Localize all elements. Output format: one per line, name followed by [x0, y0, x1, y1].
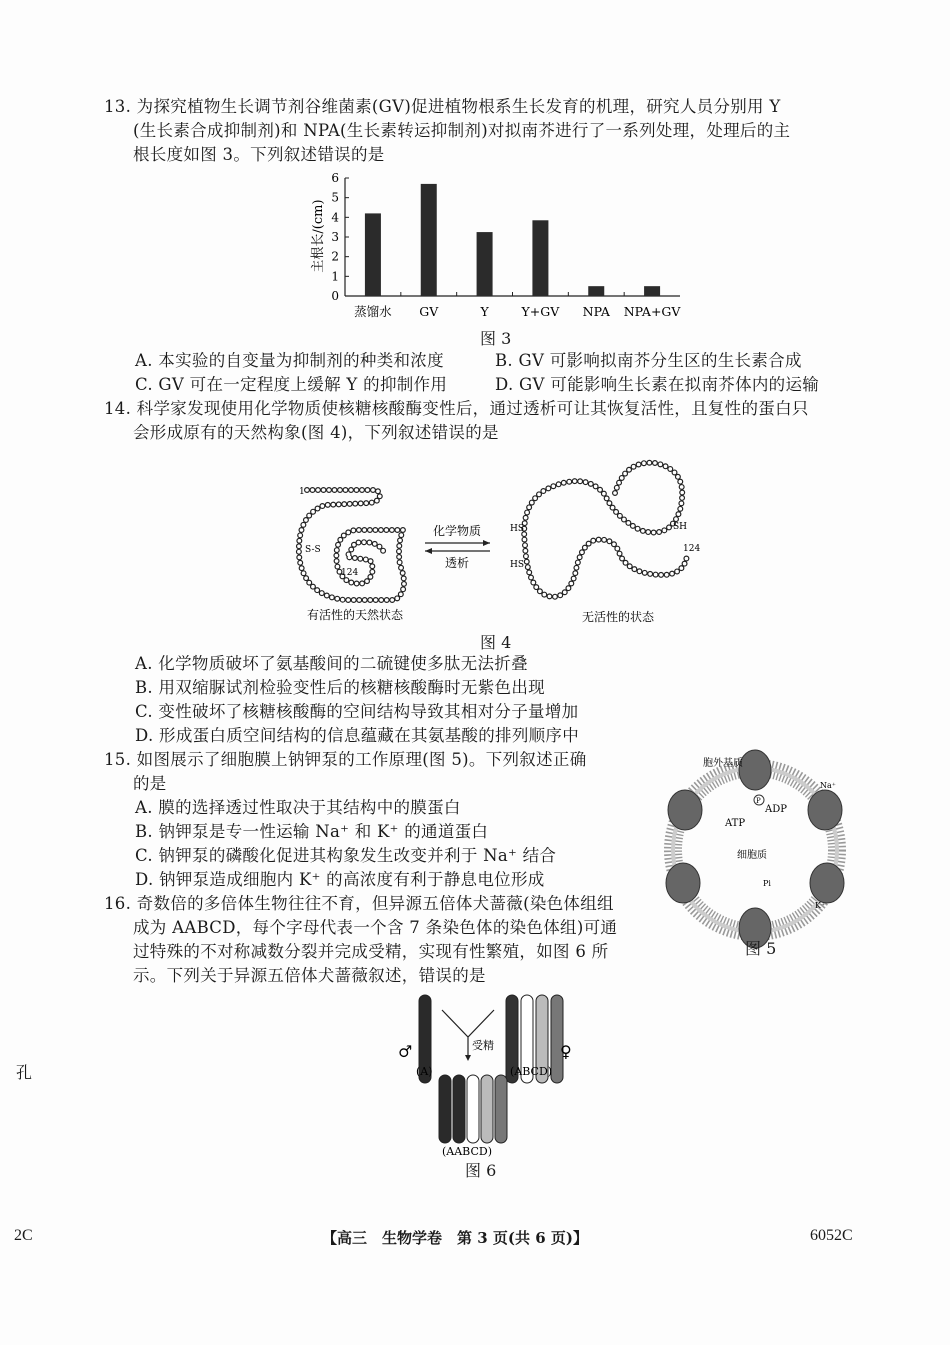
q14-stem-line-2: 会形成原有的天然构象(图 4)，下列叙述错误的是 — [133, 423, 499, 442]
male-symbol: ♂ — [398, 1042, 413, 1061]
sodium-label: Na⁺ — [820, 781, 836, 790]
x-tick-label: NPA+GV — [623, 304, 681, 319]
q15-option-a: A. 膜的选择透过性取决于其结构中的膜蛋白 — [135, 798, 461, 817]
adp-label: ADP — [765, 804, 787, 815]
q15-option-b: B. 钠钾泵是专一性运输 Na⁺ 和 K⁺ 的通道蛋白 — [135, 822, 489, 841]
figure-6-caption: 图 6 — [465, 1161, 497, 1180]
q14-option-d: D. 形成蛋白质空间结构的信息蕴藏在其氨基酸的排列顺序中 — [135, 726, 580, 745]
female-genome-label: (ABCD) — [510, 1065, 553, 1078]
x-tick-label: 蒸馏水 — [354, 304, 392, 319]
forward-arrow-label: 化学物质 — [432, 524, 482, 538]
bar-Y — [477, 232, 493, 296]
footer-left-code: 2C — [14, 1227, 33, 1244]
bar-Y+GV — [532, 220, 548, 296]
y-tick-label: 3 — [331, 230, 339, 244]
q15-stem-line-2: 的是 — [133, 774, 167, 793]
q13-option-c: C. GV 可在一定程度上缓解 Y 的抑制作用 — [135, 375, 448, 394]
native-state-label: 有活性的天然状态 — [306, 608, 404, 622]
extracellular-label: 胞外基质 — [703, 758, 743, 769]
footer-right-code: 6052C — [810, 1227, 853, 1244]
binding-margin-mark: 孔 — [16, 1063, 33, 1082]
protein-folding-diagram — [285, 455, 705, 625]
q13-stem-line-3: 根长度如图 3。下列叙述错误的是 — [133, 145, 385, 164]
fertilization-label: 受精 — [472, 1039, 494, 1052]
y-tick-label: 1 — [331, 269, 339, 284]
chart-y-axis-label: 主根长/(cm) — [311, 199, 326, 273]
q13-option-a: A. 本实验的自变量为抑制剂的种类和浓度 — [135, 351, 444, 370]
q14-stem-line-1: 14. 科学家发现使用化学物质使核糖核酸酶变性后，通过透析可让其恢复活性，且复性的蛋白只 — [104, 399, 809, 418]
thiol-label: HS — [510, 560, 525, 570]
phosphate-label: P — [756, 797, 761, 805]
x-tick-label: Y+GV — [521, 304, 560, 319]
cytoplasm-label: 细胞质 — [737, 850, 767, 861]
female-symbol: ♀ — [560, 1042, 572, 1061]
q13-stem-line-1: 13. 为探究植物生长调节剂谷维菌素(GV)促进植物根系生长发育的机理，研究人员分别用 Y — [104, 97, 781, 116]
footer-page-info: 【高三 生物学卷 第 3 页(共 6 页)】 — [322, 1229, 588, 1247]
root-length-bar-chart — [0, 0, 950, 350]
y-tick-label: 4 — [331, 210, 339, 225]
q13-option-b: B. GV 可影响拟南芥分生区的生长素合成 — [495, 351, 802, 370]
q14-option-c: C. 变性破坏了核糖核酸酶的空间结构导致其相对分子量增加 — [135, 702, 579, 721]
pi-label: Pi — [763, 879, 771, 888]
denatured-end-label: 124 — [683, 544, 701, 554]
disulfide-label: S-S — [305, 545, 321, 555]
figure-3-caption: 图 3 — [480, 329, 512, 348]
chromosome-fertilization-diagram — [390, 985, 590, 1185]
atp-label: ATP — [725, 818, 746, 829]
bar-NPA+GV — [644, 286, 660, 296]
bar-NPA — [588, 286, 604, 296]
pump-proteins — [666, 750, 844, 948]
figure-4-caption: 图 4 — [480, 633, 512, 652]
bar-GV — [421, 184, 437, 296]
q16-stem-line-3: 过特殊的不对称减数分裂并完成受精，实现有性繁殖，如图 6 所 — [133, 942, 609, 961]
offspring-genome-label: (AABCD) — [442, 1145, 492, 1158]
x-tick-label: NPA — [582, 304, 610, 319]
denatured-chain — [524, 463, 687, 597]
bar-蒸馏水 — [365, 213, 381, 296]
q16-stem-line-1: 16. 奇数倍的多倍体生物往往不育，但异源五倍体犬蔷薇(染色体组组 — [104, 894, 614, 913]
q15-option-d: D. 钠钾泵造成细胞内 K⁺ 的高浓度有利于静息电位形成 — [135, 870, 545, 889]
y-tick-label: 5 — [331, 190, 339, 205]
thiol-label: HS — [510, 524, 525, 534]
x-tick-label: GV — [419, 304, 439, 319]
male-genome-label: (A) — [416, 1065, 433, 1078]
q14-option-b: B. 用双缩脲试剂检验变性后的核糖核酸酶时无紫色出现 — [135, 678, 545, 697]
q15-stem-line-1: 15. 如图展示了细胞膜上钠钾泵的工作原理(图 5)。下列叙述正确 — [104, 750, 587, 769]
q16-stem-line-4: 示。下列关于异源五倍体犬蔷薇叙述，错误的是 — [133, 966, 486, 985]
q14-option-a: A. 化学物质破坏了氨基酸间的二硫键使多肽无法折叠 — [135, 654, 528, 673]
native-start-label: 1 — [299, 487, 305, 497]
q15-option-c: C. 钠钾泵的磷酸化促进其构象发生改变并利于 Na⁺ 结合 — [135, 846, 557, 865]
sodium-potassium-pump-diagram — [655, 748, 855, 948]
native-end-label: 124 — [341, 568, 359, 578]
y-tick-label: 2 — [331, 249, 339, 264]
figure-5-caption: 图 5 — [745, 939, 777, 958]
x-tick-label: Y — [480, 304, 489, 319]
y-tick-label: 0 — [331, 289, 339, 303]
q16-stem-line-2: 成为 AABCD，每个字母代表一个含 7 条染色体的染色体组)可通 — [133, 918, 618, 937]
y-tick-label: 6 — [331, 171, 339, 185]
thiol-label: SH — [673, 522, 688, 532]
inactive-state-label: 无活性的状态 — [581, 610, 655, 624]
potassium-label: K⁺ — [815, 901, 826, 910]
q13-option-d: D. GV 可能影响生长素在拟南芥体内的运输 — [495, 375, 820, 394]
q13-stem-line-2: (生长素合成抑制剂)和 NPA(生长素转运抑制剂)对拟南芥进行了一系列处理，处理后的主 — [133, 121, 791, 140]
reverse-arrow-label: 透析 — [444, 556, 470, 570]
